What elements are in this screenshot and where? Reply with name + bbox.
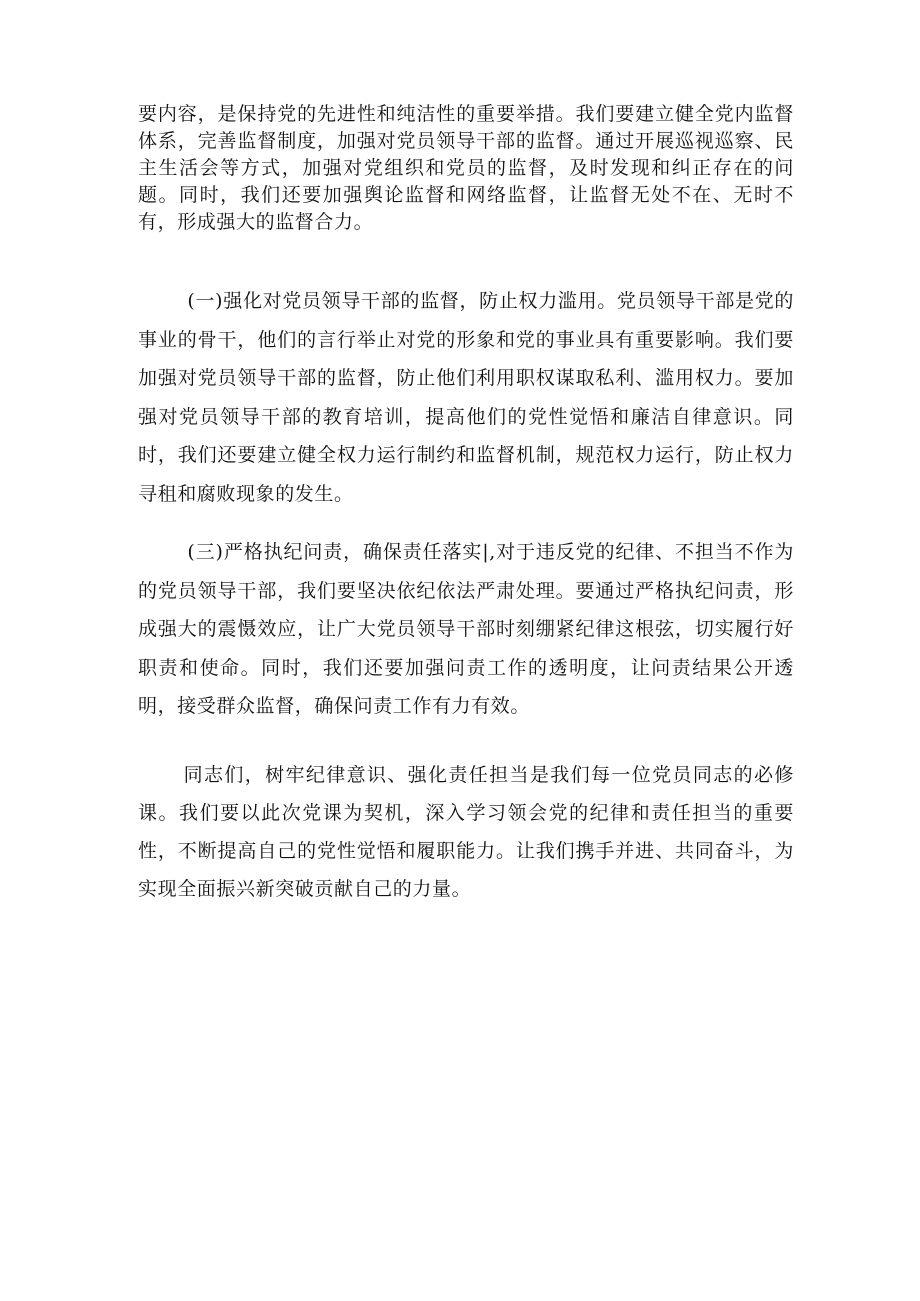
paragraph-closing: 同志们，树牢纪律意识、强化责任担当是我们每一位党员同志的必修课。我们要以此次党课为契机，深入学习领会党的纪律和责任担当的重要性，不断提高自己的党性觉悟和履职能力。让我们携手并进、共同奋斗，为实现全面振兴新突破贡献自己的力量。 <box>138 764 794 900</box>
paragraph-section-one: (一)强化对党员领导干部的监督，防止权力滥用。党员领导干部是党的事业的骨干，他们的言行举止对党的形象和党的事业具有重要影响。我们要加强对党员领导干部的监督，防止他们利用职权谋取私利、滥用权力。要加强对党员领导干部的教育培训，提高他们的党性觉悟和廉洁自律意识。同时，我们还要建立健全权力运行制约和监督机制，规范权力运行，防止权力寻租和腐败现象的发生。 <box>138 290 794 505</box>
paragraph-section-three: (三)严格执纪问责，确保责任落实|,对于违反党的纪律、不担当不作为的党员领导干部，我们要坚决依纪依法严肃处理。要通过严格执纪问责，形成强大的震慑效应，让广大党员领导干部时刻绷紧纪律这根弦，切实履行好职责和使命。同时，我们还要加强问责工作的透明度，让问责结果公开透明，接受群众监督，确保问责工作有力有效。 <box>138 541 794 717</box>
paragraph-supervision-system: 要内容，是保持党的先进性和纯洁性的重要举措。我们要建立健全党内监督体系，完善监督制度，加强对党员领导干部的监督。通过开展巡视巡察、民主生活会等方式，加强对党组织和党员的监督，及时发现和纠正存在的问题。同时，我们还要加强舆论监督和网络监督，让监督无处不在、无时不有，形成强大的监督合力。 <box>138 103 794 233</box>
